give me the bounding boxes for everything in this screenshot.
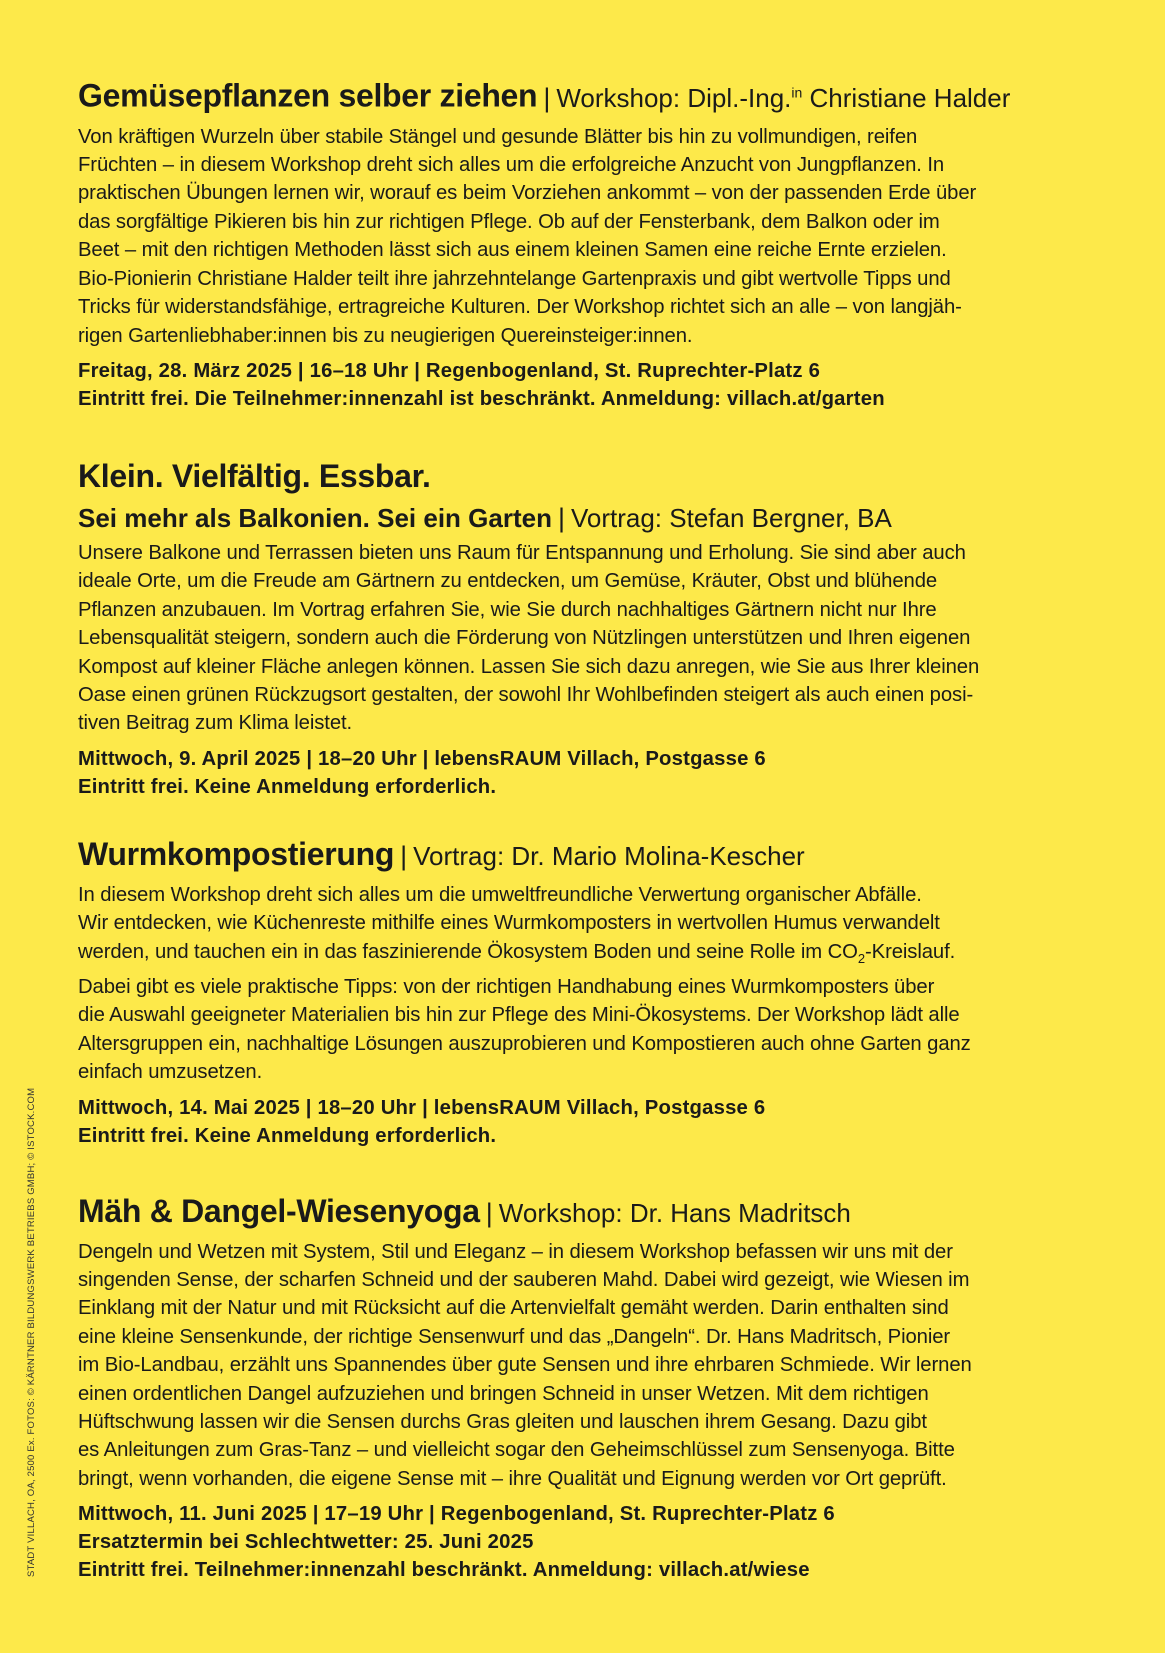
event-speaker: Workshop: Dr. Hans Madritsch <box>498 1197 851 1228</box>
event-date-line: Freitag, 28. März 2025 | 16–18 Uhr | Regenbogenland, St. Ruprechter-Platz 6 <box>78 359 821 382</box>
event-speaker <box>556 83 1010 113</box>
event-speaker: Vortrag: Dr. Mario Molina-Kescher <box>413 840 805 871</box>
event-date-line: Mittwoch, 11. Juni 2025 | 17–19 Uhr | Regenbogenland, St. Ruprechter-Platz 6 <box>78 1503 835 1526</box>
event-date-line: Mittwoch, 14. Mai 2025 | 18–20 Uhr | lebensRAUM Villach, Postgasse 6 <box>78 1096 766 1119</box>
separator: | <box>543 82 551 113</box>
separator: | <box>485 1197 493 1228</box>
description-part-1: In diesem Workshop dreht sich alles um die umweltfreundliche Verwertung organischer Abfälle. Wir entdecken, wie Küchenreste mithilfe eines Wurmkomposters in wertvollen Humus verwandelt werden, und tauchen ein in das faszinierende Ökosystem Boden und seine Rolle im CO <box>78 883 940 963</box>
event-wurmkompostierung <box>78 832 1088 1151</box>
event-gemuesepflanzen <box>78 70 1088 414</box>
event-subtitle: Sei mehr als Balkonien. Sei ein Garten <box>78 502 552 533</box>
event-description: Dengeln und Wetzen mit System, Stil und Eleganz – in diesem Workshop befassen wir uns mit der singenden Sense, der scharfen Schneid und der sauberen Mahd. Dabei wird gezeigt, wie Wiesen im Einklang mit der Natur und mit Rücksicht auf die Artenvielfalt gemäht werden. Darin enthalten sind eine kleine Sensenkunde, der richtige Sensenwurf und das „Dangeln“. Dr. Hans Madritsch, Pionier im Bio-Landbau, erzählt uns Spannendes über gute Sensen und ihre ehrbaren Schmiede. Wir lernen einen ordentlichen Dangel aufzuziehen und bringen Schneid in unser Wetzen. Mit dem richtigen Hüftschwung lassen wir die Sensen durchs Gras gleiten und lauschen ihrem Gesang. Dazu gibt es Anleitungen zum Gras-Tanz – und vielleicht sogar den Geheimschlüssel zum Sensenyoga. Bitte bringt, wenn vorhanden, die eigene Sense mit – ihre Qualität und Eignung werden vor Ort geprüft. <box>78 1240 972 1490</box>
event-registration-line: Eintritt frei. Keine Anmeldung erforderlich. <box>78 775 497 798</box>
separator: | <box>557 502 565 533</box>
event-title: Mäh & Dangel-Wiesenyoga <box>78 1192 480 1229</box>
co2-subscript: 2 <box>857 950 865 966</box>
event-subheading <box>78 500 1088 536</box>
event-description: Unsere Balkone und Terrassen bieten uns Raum für Entspannung und Erholung. Sie sind aber auch ideale Orte, um die Freude am Gärtnern zu entdecken, um Gemüse, Kräuter, Obst und blühende Pflanzen anzubauen. Im Vortrag erfahren Sie, wie Sie durch nachhaltiges Gärtnern nicht nur Ihre Lebensqualität steigern, sondern auch die Förderung von Nützlingen unterstützen und Ihren eigenen Kompost auf kleiner Fläche anlegen können. Lassen Sie sich dazu anregen, wie Sie aus Ihrer kleinen Oase einen grünen Rückzugsort gestalten, der sowohl Ihr Wohlbefinden steigert als auch einen posi- tiven Beitrag zum Klima leistet. <box>78 541 980 735</box>
event-title: Klein. Vielfältig. Essbar. <box>78 457 431 494</box>
event-alternative-date-line: Ersatztermin bei Schlechtwetter: 25. Juni 2025 <box>78 1531 534 1554</box>
speaker-prefix: Workshop: Dipl.-Ing. <box>556 82 792 113</box>
event-list <box>78 70 1088 1625</box>
event-description <box>78 881 1088 1087</box>
event-date-line: Mittwoch, 9. April 2025 | 18–20 Uhr | lebensRAUM Villach, Postgasse 6 <box>78 747 766 770</box>
event-title: Wurmkompostierung <box>78 835 395 872</box>
separator: | <box>400 840 408 871</box>
event-title: Gemüsepflanzen selber ziehen <box>78 77 538 114</box>
event-registration-line: Eintritt frei. Teilnehmer:innenzahl beschränkt. Anmeldung: villach.at/wiese <box>78 1559 810 1582</box>
event-description: Von kräftigen Wurzeln über stabile Stängel und gesunde Blätter bis hin zu vollmundigen, reifen Früchten – in diesem Workshop dreht sich alles um die erfolgreiche Anzucht von Jungpflanzen. In praktischen Übungen lernen wir, worauf es beim Vorziehen ankommt – von der passenden Erde über das sorgfältige Pikieren bis hin zur richtigen Pflege. Ob auf der Fensterbank, dem Balkon oder im Beet – mit den richtigen Methoden lässt sich aus einem kleinen Samen eine reiche Ernte erzielen. Bio-Pionierin Christiane Halder teilt ihre jahrzehntelange Gartenpraxis und gibt wertvolle Tipps und Tricks für widerstandsfähige, ertragreiche Kulturen. Der Workshop richtet sich an alle – von langjäh- rigen Gartenliebhaber:innen bis zu neugierigen Quereinsteiger:innen. <box>78 125 977 347</box>
photo-credit: STADT VILLACH, OA, 2500 Ex. FOTOS: © KÄRNTNER BILDUNGSWERK BETRIEBS GMBH; © ISTOCK.COM <box>26 1087 37 1577</box>
event-registration-line: Eintritt frei. Die Teilnehmer:innenzahl ist beschränkt. Anmeldung: villach.at/garten <box>78 387 885 410</box>
event-klein-vielfaeltig-essbar <box>78 454 1088 802</box>
event-heading <box>78 454 1088 500</box>
event-maeh-dangel-wiesenyoga <box>78 1189 1088 1586</box>
event-heading <box>78 832 1088 878</box>
speaker-suffix: Christiane Halder <box>802 82 1011 113</box>
event-heading <box>78 1189 1088 1235</box>
event-heading <box>78 70 1088 120</box>
description-part-2: -Kreislauf. Dabei gibt es viele praktische Tipps: von der richtigen Handhabung eines Wurmkomposters über die Auswahl geeigneter Materialien bis hin zur Pflege des Mini-Ökosystems. Der Workshop lädt alle Altersgruppen ein, nachhaltige Lösungen auszuprobieren und Kompostieren auch ohne Garten ganz einfach umzusetzen. <box>78 940 971 1084</box>
event-registration-line: Eintritt frei. Keine Anmeldung erforderlich. <box>78 1124 497 1147</box>
speaker-superscript: in <box>791 84 803 100</box>
event-speaker: Vortrag: Stefan Bergner, BA <box>570 502 892 533</box>
